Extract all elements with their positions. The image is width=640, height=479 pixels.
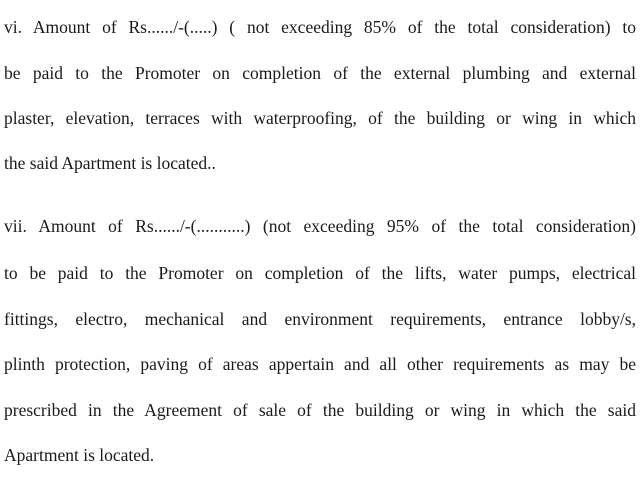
clause-vii-line-2: to be paid to the Promoter on completion of the lifts, water pumps, electrical [4, 263, 636, 283]
clause-vii-line-4: plinth protection, paving of areas appertain and all other requirements as may be [4, 354, 636, 374]
clause-vii-line-5: prescribed in the Agreement of sale of the building or wing in which the said [4, 400, 636, 420]
clause-vii-line-6: Apartment is located. [4, 445, 155, 465]
clause-vi-line-4: the said Apartment is located.. [4, 153, 216, 173]
clause-vi-line-2: be paid to the Promoter on completion of the external plumbing and external [4, 63, 636, 83]
clause-vi-line-3: plaster, elevation, terraces with waterproofing, of the building or wing in which [4, 108, 636, 128]
clause-vii-line-1: vii. Amount of Rs....../-(...........) (not exceeding 95% of the total consideration) [4, 216, 636, 236]
clause-vii-line-3: fittings, electro, mechanical and environment requirements, entrance lobby/s, [4, 309, 636, 329]
clause-vi-line-1: vi. Amount of Rs....../-(.....) ( not exceeding 85% of the total consideration) to [4, 17, 636, 37]
